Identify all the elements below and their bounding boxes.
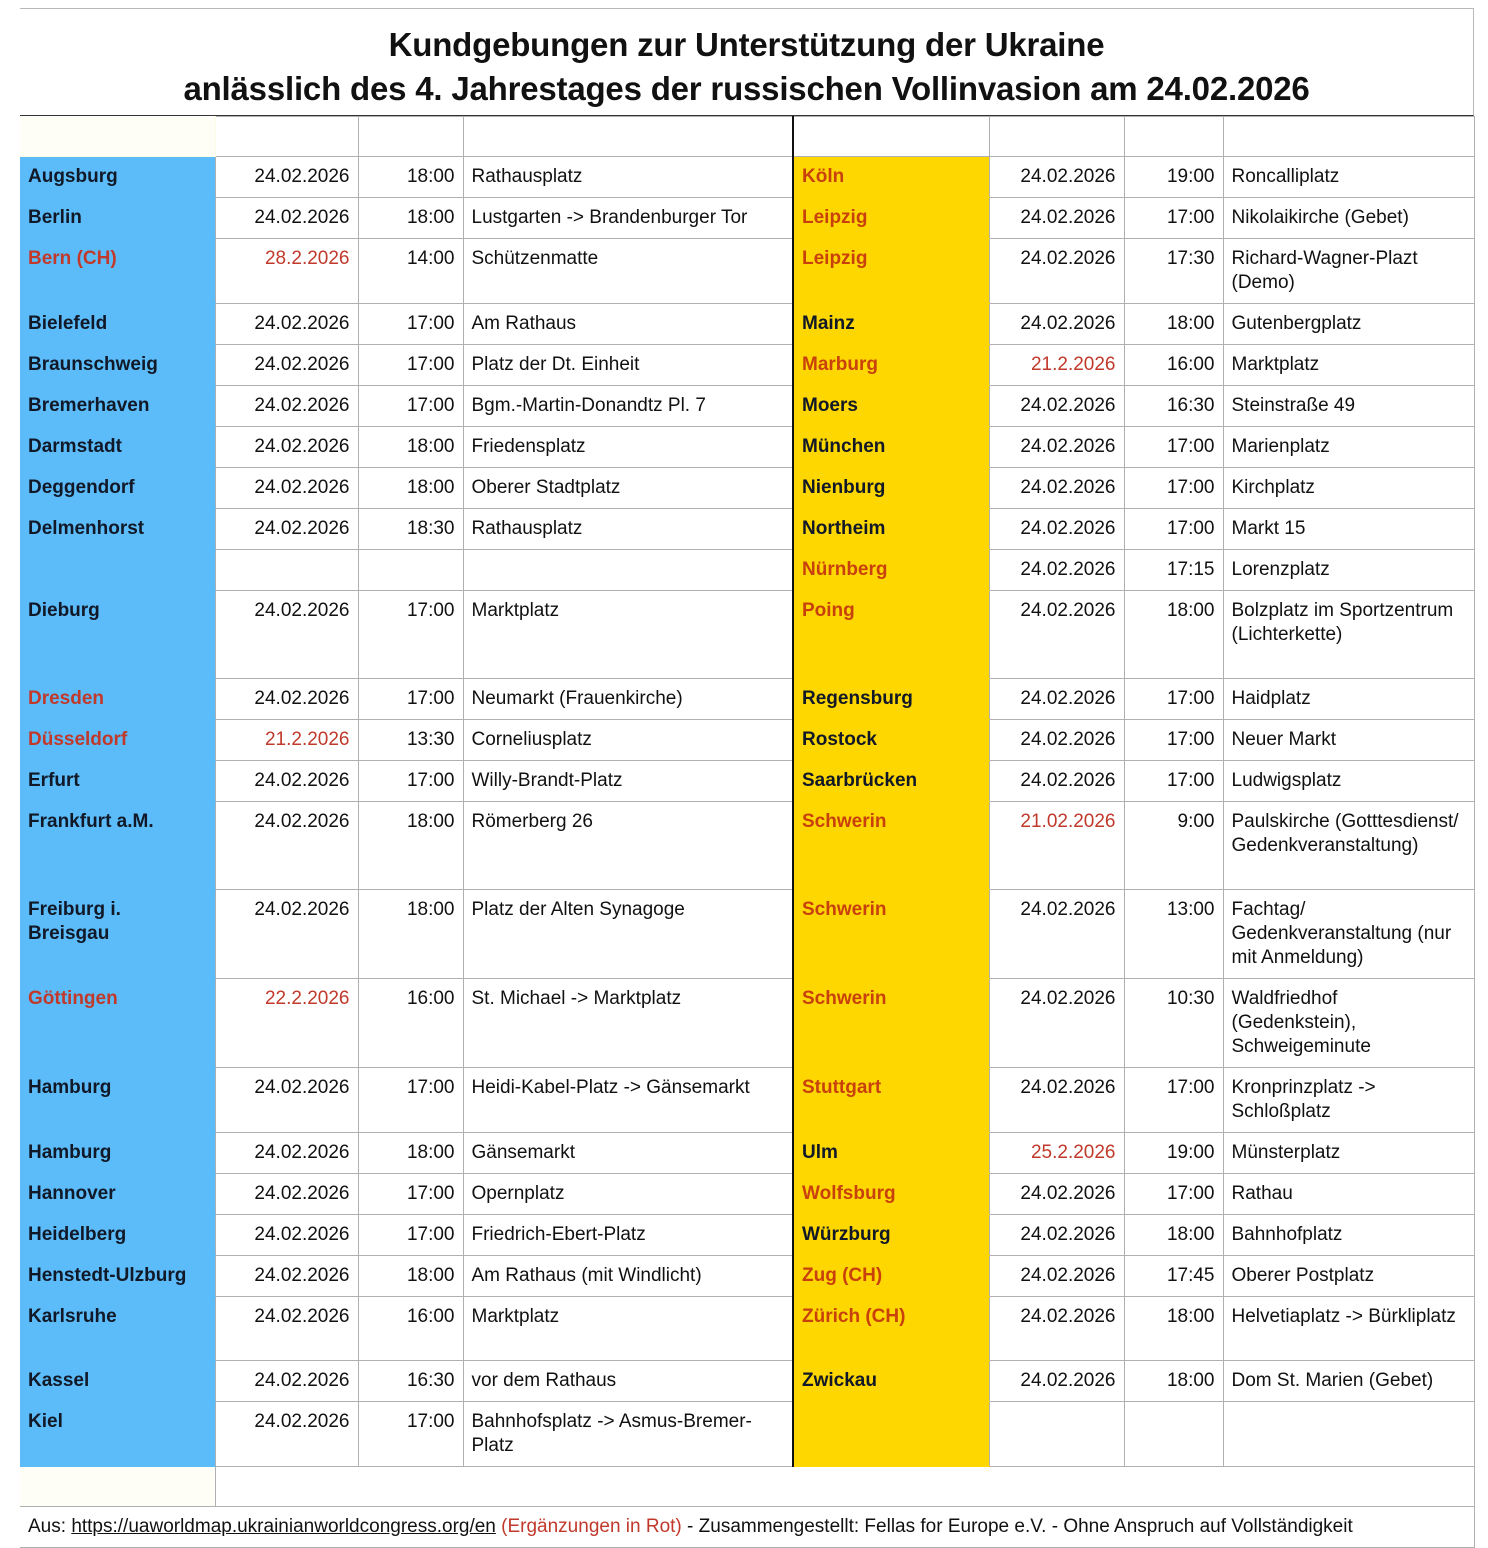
- right-place: Roncalliplatz: [1223, 157, 1474, 198]
- left-city: Göttingen: [20, 979, 215, 1068]
- right-time: 18:00: [1124, 1361, 1223, 1402]
- right-time: 17:00: [1124, 1174, 1223, 1215]
- left-place: Lustgarten -> Brandenburger Tor: [463, 198, 793, 239]
- table-row: [20, 591, 1474, 679]
- table-row: [20, 304, 1474, 345]
- left-city: Kiel: [20, 1402, 215, 1467]
- left-date: 24.02.2026: [215, 1133, 358, 1174]
- left-time: 17:00: [358, 345, 463, 386]
- left-city: Hamburg: [20, 1068, 215, 1133]
- left-time: 17:00: [358, 1068, 463, 1133]
- left-place: Rathausplatz: [463, 157, 793, 198]
- table-row: [20, 1174, 1474, 1215]
- left-date: 24.02.2026: [215, 1215, 358, 1256]
- left-place: Bahnhofsplatz -> Asmus-Bremer-Platz: [463, 1402, 793, 1467]
- left-place: Bgm.-Martin-Donandtz Pl. 7: [463, 386, 793, 427]
- left-date: 24.02.2026: [215, 1297, 358, 1361]
- right-time: 18:00: [1124, 591, 1223, 679]
- left-date: 24.02.2026: [215, 679, 358, 720]
- right-date: 24.02.2026: [989, 198, 1124, 239]
- table-row: [20, 1133, 1474, 1174]
- left-place: Platz der Dt. Einheit: [463, 345, 793, 386]
- left-date: 24.02.2026: [215, 468, 358, 509]
- right-time: 13:00: [1124, 890, 1223, 979]
- right-time: 18:00: [1124, 1215, 1223, 1256]
- right-city: Mainz: [793, 304, 989, 345]
- left-time: 17:00: [358, 1215, 463, 1256]
- right-place: Steinstraße 49: [1223, 386, 1474, 427]
- left-place: Gänsemarkt: [463, 1133, 793, 1174]
- left-date: 21.2.2026: [215, 720, 358, 761]
- right-time: 17:15: [1124, 550, 1223, 591]
- right-time: 17:00: [1124, 720, 1223, 761]
- table-row: [20, 1297, 1474, 1361]
- gap-cell: [20, 1467, 215, 1507]
- right-place: Paulskirche (Gotttesdienst/ Gedenkveranstaltung): [1223, 802, 1474, 890]
- left-city: Frankfurt a.M.: [20, 802, 215, 890]
- right-place: Waldfriedhof (Gedenkstein), Schweigeminute: [1223, 979, 1474, 1068]
- left-place: Friedensplatz: [463, 427, 793, 468]
- right-date: 24.02.2026: [989, 1256, 1124, 1297]
- right-place: Rathau: [1223, 1174, 1474, 1215]
- right-city: Regensburg: [793, 679, 989, 720]
- right-place: Dom St. Marien (Gebet): [1223, 1361, 1474, 1402]
- right-place: Richard-Wagner-Plazt (Demo): [1223, 239, 1474, 304]
- right-time: 18:00: [1124, 1297, 1223, 1361]
- right-city: Zwickau: [793, 1361, 989, 1402]
- left-city: Deggendorf: [20, 468, 215, 509]
- right-city: Marburg: [793, 345, 989, 386]
- page-title-line1: Kundgebungen zur Unterstützung der Ukraine: [388, 26, 1105, 63]
- left-date: 24.02.2026: [215, 345, 358, 386]
- left-time: 18:00: [358, 157, 463, 198]
- table-row: [20, 979, 1474, 1068]
- header-cell: [1223, 117, 1474, 157]
- header-cell: [215, 117, 358, 157]
- right-date: 24.02.2026: [989, 1215, 1124, 1256]
- right-place: Markt 15: [1223, 509, 1474, 550]
- right-date: 24.02.2026: [989, 1297, 1124, 1361]
- left-city: Düsseldorf: [20, 720, 215, 761]
- left-place: Corneliusplatz: [463, 720, 793, 761]
- left-city: Hannover: [20, 1174, 215, 1215]
- left-date: 24.02.2026: [215, 591, 358, 679]
- left-date: 24.02.2026: [215, 802, 358, 890]
- left-city: Berlin: [20, 198, 215, 239]
- right-time: 17:00: [1124, 509, 1223, 550]
- right-time: 16:30: [1124, 386, 1223, 427]
- right-date: 24.02.2026: [989, 509, 1124, 550]
- left-time: 18:00: [358, 802, 463, 890]
- right-date: 24.02.2026: [989, 304, 1124, 345]
- left-place: vor dem Rathaus: [463, 1361, 793, 1402]
- right-time: 19:00: [1124, 1133, 1223, 1174]
- left-time: 17:00: [358, 304, 463, 345]
- right-time: 17:00: [1124, 761, 1223, 802]
- note-suffix: - Zusammengestellt: Fellas for Europe e.V. - Ohne Anspruch auf Vollständigkeit: [681, 1516, 1353, 1537]
- left-place: Am Rathaus: [463, 304, 793, 345]
- right-place: Bolzplatz im Sportzentrum (Lichterkette): [1223, 591, 1474, 679]
- table-row: [20, 198, 1474, 239]
- right-place: Kronprinzplatz -> Schloßplatz: [1223, 1068, 1474, 1133]
- table-row: [20, 802, 1474, 890]
- right-time: 17:00: [1124, 198, 1223, 239]
- left-date: 24.02.2026: [215, 304, 358, 345]
- right-city: Köln: [793, 157, 989, 198]
- right-city: Poing: [793, 591, 989, 679]
- right-place: Marienplatz: [1223, 427, 1474, 468]
- right-date: 21.2.2026: [989, 345, 1124, 386]
- left-date: 24.02.2026: [215, 1361, 358, 1402]
- events-table: [20, 116, 1475, 1548]
- header-cell: [793, 117, 989, 157]
- left-place: Neumarkt (Frauenkirche): [463, 679, 793, 720]
- header-cell: [20, 117, 215, 157]
- right-date: 24.02.2026: [989, 1361, 1124, 1402]
- right-city: Rostock: [793, 720, 989, 761]
- left-city: Augsburg: [20, 157, 215, 198]
- right-city: Leipzig: [793, 239, 989, 304]
- right-city: Würzburg: [793, 1215, 989, 1256]
- left-time: 16:00: [358, 979, 463, 1068]
- left-time: 18:00: [358, 1256, 463, 1297]
- right-date: 24.02.2026: [989, 761, 1124, 802]
- right-place: Helvetiaplatz -> Bürkliplatz: [1223, 1297, 1474, 1361]
- left-date: 24.02.2026: [215, 509, 358, 550]
- right-place: Nikolaikirche (Gebet): [1223, 198, 1474, 239]
- left-time: 18:00: [358, 468, 463, 509]
- right-city: Zug (CH): [793, 1256, 989, 1297]
- right-city: Ulm: [793, 1133, 989, 1174]
- right-city: [793, 1402, 989, 1467]
- left-place: Am Rathaus (mit Windlicht): [463, 1256, 793, 1297]
- source-note-row: [20, 1507, 1474, 1548]
- right-city: Zürich (CH): [793, 1297, 989, 1361]
- left-city: Bielefeld: [20, 304, 215, 345]
- right-date: 24.02.2026: [989, 979, 1124, 1068]
- left-date: 24.02.2026: [215, 1256, 358, 1297]
- left-city: Bern (CH): [20, 239, 215, 304]
- right-city: Nienburg: [793, 468, 989, 509]
- left-place: [463, 550, 793, 591]
- left-time: 18:30: [358, 509, 463, 550]
- right-date: 25.2.2026: [989, 1133, 1124, 1174]
- right-date: 24.02.2026: [989, 591, 1124, 679]
- left-time: 17:00: [358, 386, 463, 427]
- note-prefix: Aus:: [28, 1516, 72, 1537]
- right-city: Wolfsburg: [793, 1174, 989, 1215]
- table-row: [20, 427, 1474, 468]
- table-row: [20, 550, 1474, 591]
- right-place: Bahnhofplatz: [1223, 1215, 1474, 1256]
- right-date: 24.02.2026: [989, 550, 1124, 591]
- right-time: 17:00: [1124, 427, 1223, 468]
- right-date: 21.02.2026: [989, 802, 1124, 890]
- title-block: [20, 8, 1474, 116]
- left-date: 24.02.2026: [215, 157, 358, 198]
- table-row: [20, 1256, 1474, 1297]
- right-time: 10:30: [1124, 979, 1223, 1068]
- header-cell: [358, 117, 463, 157]
- table-row: [20, 1215, 1474, 1256]
- left-time: 18:00: [358, 1133, 463, 1174]
- right-place: [1223, 1402, 1474, 1467]
- right-place: Neuer Markt: [1223, 720, 1474, 761]
- right-place: Fachtag/ Gedenkveranstaltung (nur mit Anmeldung): [1223, 890, 1474, 979]
- left-place: Marktplatz: [463, 591, 793, 679]
- right-city: Saarbrücken: [793, 761, 989, 802]
- table-row: [20, 1361, 1474, 1402]
- gap-cell: [215, 1467, 1474, 1507]
- table-row: [20, 1068, 1474, 1133]
- right-date: 24.02.2026: [989, 239, 1124, 304]
- left-time: 17:00: [358, 679, 463, 720]
- right-time: 17:45: [1124, 1256, 1223, 1297]
- right-place: Ludwigsplatz: [1223, 761, 1474, 802]
- left-date: 24.02.2026: [215, 427, 358, 468]
- left-date: 24.02.2026: [215, 198, 358, 239]
- left-time: 16:00: [358, 1297, 463, 1361]
- left-date: 22.2.2026: [215, 979, 358, 1068]
- left-city: Darmstadt: [20, 427, 215, 468]
- source-link[interactable]: https://uaworldmap.ukrainianworldcongress.org/en: [71, 1516, 496, 1537]
- table-row: [20, 345, 1474, 386]
- left-time: 18:00: [358, 427, 463, 468]
- right-date: 24.02.2026: [989, 890, 1124, 979]
- right-time: 18:00: [1124, 304, 1223, 345]
- table-row: [20, 890, 1474, 979]
- right-time: 17:00: [1124, 468, 1223, 509]
- left-date: [215, 550, 358, 591]
- left-city: Braunschweig: [20, 345, 215, 386]
- left-time: 17:00: [358, 591, 463, 679]
- header-cell: [1124, 117, 1223, 157]
- page-title-line2: anlässlich des 4. Jahrestages der russischen Vollinvasion am 24.02.2026: [183, 70, 1310, 107]
- left-place: Friedrich-Ebert-Platz: [463, 1215, 793, 1256]
- left-time: 18:00: [358, 890, 463, 979]
- table-row: [20, 679, 1474, 720]
- left-time: 13:30: [358, 720, 463, 761]
- right-date: 24.02.2026: [989, 720, 1124, 761]
- header-cell: [463, 117, 793, 157]
- right-place: Haidplatz: [1223, 679, 1474, 720]
- left-city: [20, 550, 215, 591]
- right-city: Nürnberg: [793, 550, 989, 591]
- table-row: [20, 239, 1474, 304]
- left-place: Heidi-Kabel-Platz -> Gänsemarkt: [463, 1068, 793, 1133]
- right-date: 24.02.2026: [989, 1068, 1124, 1133]
- left-city: Dieburg: [20, 591, 215, 679]
- left-place: Platz der Alten Synagoge: [463, 890, 793, 979]
- left-city: Erfurt: [20, 761, 215, 802]
- header-cell: [989, 117, 1124, 157]
- left-city: Freiburg i. Breisgau: [20, 890, 215, 979]
- right-time: 16:00: [1124, 345, 1223, 386]
- left-time: 14:00: [358, 239, 463, 304]
- left-time: 17:00: [358, 1174, 463, 1215]
- left-place: Römerberg 26: [463, 802, 793, 890]
- left-date: 28.2.2026: [215, 239, 358, 304]
- left-city: Bremerhaven: [20, 386, 215, 427]
- table-row: [20, 720, 1474, 761]
- left-place: Willy-Brandt-Platz: [463, 761, 793, 802]
- right-city: Moers: [793, 386, 989, 427]
- left-time: 17:00: [358, 761, 463, 802]
- blank-header-row: [20, 117, 1474, 157]
- table-row: [20, 468, 1474, 509]
- left-time: 18:00: [358, 198, 463, 239]
- right-place: Marktplatz: [1223, 345, 1474, 386]
- table-row: [20, 509, 1474, 550]
- left-place: Schützenmatte: [463, 239, 793, 304]
- right-date: 24.02.2026: [989, 468, 1124, 509]
- left-city: Henstedt-Ulzburg: [20, 1256, 215, 1297]
- right-date: 24.02.2026: [989, 679, 1124, 720]
- event-sheet: [20, 8, 1474, 1548]
- right-city: Schwerin: [793, 802, 989, 890]
- left-time: 16:30: [358, 1361, 463, 1402]
- right-time: 17:00: [1124, 679, 1223, 720]
- left-date: 24.02.2026: [215, 890, 358, 979]
- table-row: [20, 1402, 1474, 1467]
- left-city: Dresden: [20, 679, 215, 720]
- source-note: [20, 1507, 1474, 1548]
- right-city: Northeim: [793, 509, 989, 550]
- left-time: 17:00: [358, 1402, 463, 1467]
- right-city: Schwerin: [793, 890, 989, 979]
- right-date: 24.02.2026: [989, 1174, 1124, 1215]
- right-date: 24.02.2026: [989, 386, 1124, 427]
- left-place: St. Michael -> Marktplatz: [463, 979, 793, 1068]
- right-date: 24.02.2026: [989, 427, 1124, 468]
- left-city: Delmenhorst: [20, 509, 215, 550]
- left-date: 24.02.2026: [215, 761, 358, 802]
- right-city: Schwerin: [793, 979, 989, 1068]
- right-place: Münsterplatz: [1223, 1133, 1474, 1174]
- left-place: Marktplatz: [463, 1297, 793, 1361]
- left-city: Karlsruhe: [20, 1297, 215, 1361]
- left-date: 24.02.2026: [215, 1402, 358, 1467]
- right-date: [989, 1402, 1124, 1467]
- right-city: Leipzig: [793, 198, 989, 239]
- right-time: 17:30: [1124, 239, 1223, 304]
- left-place: Rathausplatz: [463, 509, 793, 550]
- right-place: Kirchplatz: [1223, 468, 1474, 509]
- footer-gap-row: [20, 1467, 1474, 1507]
- right-time: [1124, 1402, 1223, 1467]
- right-city: München: [793, 427, 989, 468]
- left-date: 24.02.2026: [215, 386, 358, 427]
- table-row: [20, 157, 1474, 198]
- left-city: Heidelberg: [20, 1215, 215, 1256]
- right-place: Oberer Postplatz: [1223, 1256, 1474, 1297]
- right-place: Gutenbergplatz: [1223, 304, 1474, 345]
- left-time: [358, 550, 463, 591]
- table-row: [20, 386, 1474, 427]
- left-city: Hamburg: [20, 1133, 215, 1174]
- left-date: 24.02.2026: [215, 1068, 358, 1133]
- left-place: Oberer Stadtplatz: [463, 468, 793, 509]
- additions-in-red-note: (Ergänzungen in Rot): [495, 1516, 682, 1537]
- left-place: Opernplatz: [463, 1174, 793, 1215]
- right-time: 17:00: [1124, 1068, 1223, 1133]
- right-date: 24.02.2026: [989, 157, 1124, 198]
- right-time: 19:00: [1124, 157, 1223, 198]
- left-date: 24.02.2026: [215, 1174, 358, 1215]
- right-place: Lorenzplatz: [1223, 550, 1474, 591]
- left-city: Kassel: [20, 1361, 215, 1402]
- right-city: Stuttgart: [793, 1068, 989, 1133]
- right-time: 9:00: [1124, 802, 1223, 890]
- table-row: [20, 761, 1474, 802]
